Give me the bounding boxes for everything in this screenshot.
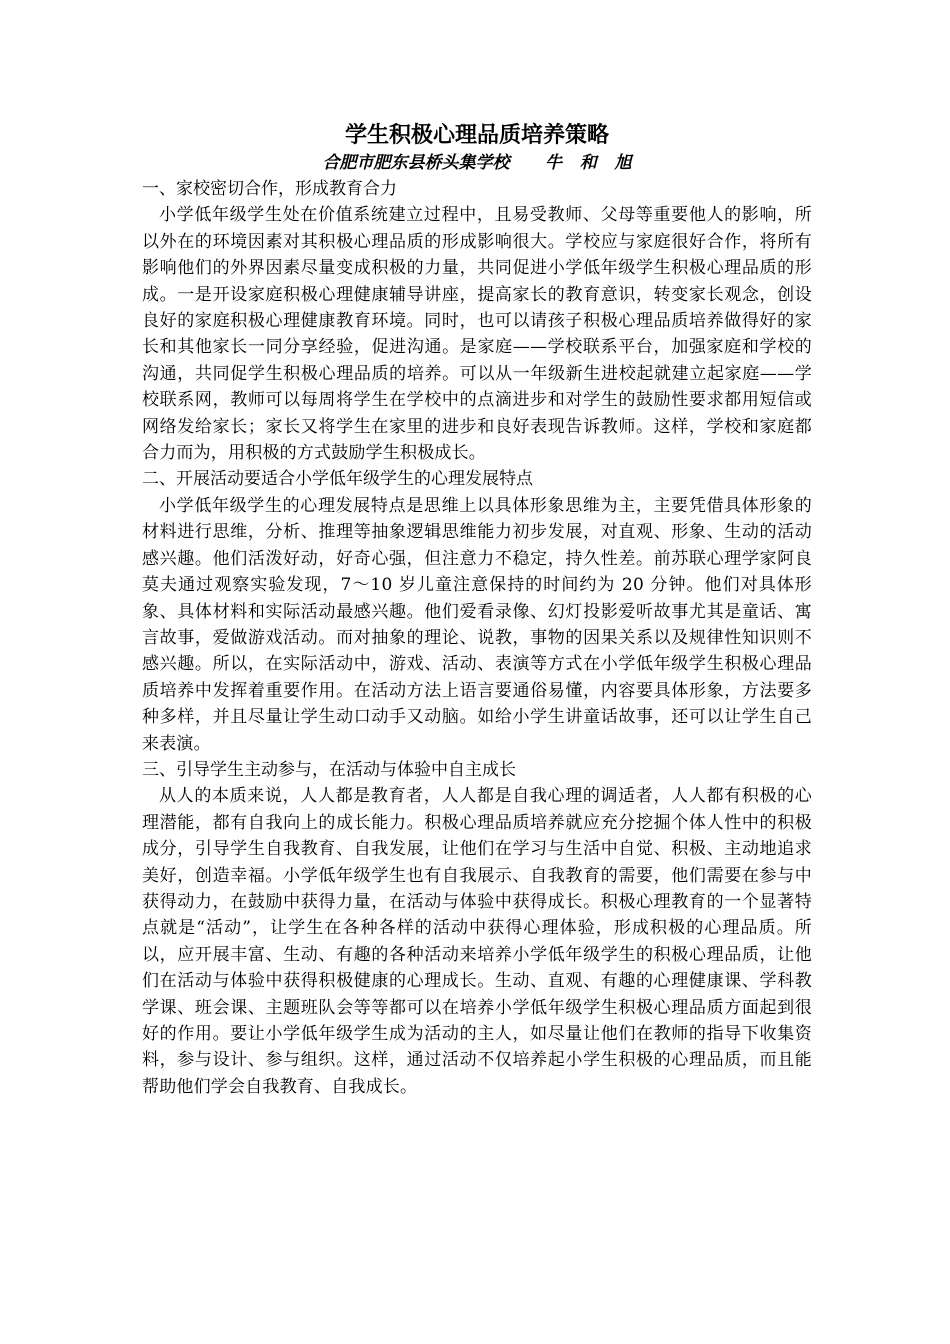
section-2-heading: 二、开展活动要适合小学低年级学生的心理发展特点 (142, 469, 533, 490)
section-3-heading: 三、引导学生主动参与，在活动与体验中自主成长 (142, 759, 516, 780)
section-1-paragraph: 小学低年级学生处在价值系统建立过程中，且易受教师、父母等重要他人的影响，所以外在的环境因素对其积极心理品质的形成影响很大。学校应与家庭很好合作，将所有影响他们的外界因素尽量变成积极的力量，共同促进小学低年级学生积极心理品质的形成。一是开设家庭积极心理健康辅导讲座，提高家长的教育意识，转变家长观念，创设良好的家庭积极心理健康教育环境。同时，也可以请孩子积极心理品质培养做得好的家长和其他家长一同分享经验，促进沟通。是家庭——学校联系平台，加强家庭和学校的沟通，共同促学生积极心理品质的培养。可以从一年级新生进校起就建立起家庭——学校联系网，教师可以每周将学生在学校中的点滴进步和对学生的鼓励性要求都用短信或网络发给家长；家长又将学生在家里的进步和良好表现告诉教师。这样，学校和家庭都合力而为，用积极的方式鼓励学生积极成长。 (142, 205, 812, 464)
document-page (142, 120, 812, 1100)
section-1-heading: 一、家校密切合作，形成教育合力 (142, 179, 397, 199)
author-line: 合肥市肥东县桥头集学校 牛 和 旭 (322, 153, 632, 173)
section-2-paragraph: 小学低年级学生的心理发展特点是思维上以具体形象思维为主，主要凭借具体形象的材料进行思维，分析、推理等抽象逻辑思维能力初步发展，对直观、形象、生动的活动感兴趣。他们活泼好动，好奇心强，但注意力不稳定，持久性差。前苏联心理学家阿良莫夫通过观察实验发现，7～10 岁儿童注意保持的时间约为 20 分钟。他们对具体形象、具体材料和实际活动最感兴趣。他们爱看录像、幻灯投影爱听故事尤其是童话、寓言故事，爱做游戏活动。而对抽象的理论、说教，事物的因果关系以及规律性知识则不感兴趣。所以，在实际活动中，游戏、活动、表演等方式在小学低年级学生积极心理品质培养中发挥着重要作用。在活动方法上语言要通俗易懂，内容要具体形象，方法要多种多样，并且尽量让学生动口动手又动脑。如给小学生讲童话故事，还可以让学生自己来表演。 (142, 495, 812, 754)
section-3-paragraph: 从人的本质来说，人人都是教育者，人人都是自我心理的调适者，人人都有积极的心理潜能，都有自我向上的成长能力。积极心理品质培养就应充分挖掘个体人性中的积极成分，引导学生自我教育、自我发展，让他们在学习与生活中自觉、积极、主动地追求美好，创造幸福。小学低年级学生也有自我展示、自我教育的需要，他们需要在参与中获得动力，在鼓励中获得力量，在活动与体验中获得成长。积极心理教育的一个显著特点就是“活动”，让学生在各种各样的活动中获得心理体验，形成积极的心理品质。所以，应开展丰富、生动、有趣的各种活动来培养小学低年级学生的积极心理品质，让他们在活动与体验中获得积极健康的心理成长。生动、直观、有趣的心理健康课、学科教学课、班会课、主题班队会等等都可以在培养小学低年级学生积极心理品质方面起到很好的作用。要让小学低年级学生成为活动的主人，如尽量让他们在教师的指导下收集资料，参与设计、参与组织。这样，通过活动不仅培养起小学生积极的心理品质，而且能帮助他们学会自我教育、自我成长。 (142, 786, 812, 1097)
document-title: 学生积极心理品质培养策略 (344, 122, 609, 148)
